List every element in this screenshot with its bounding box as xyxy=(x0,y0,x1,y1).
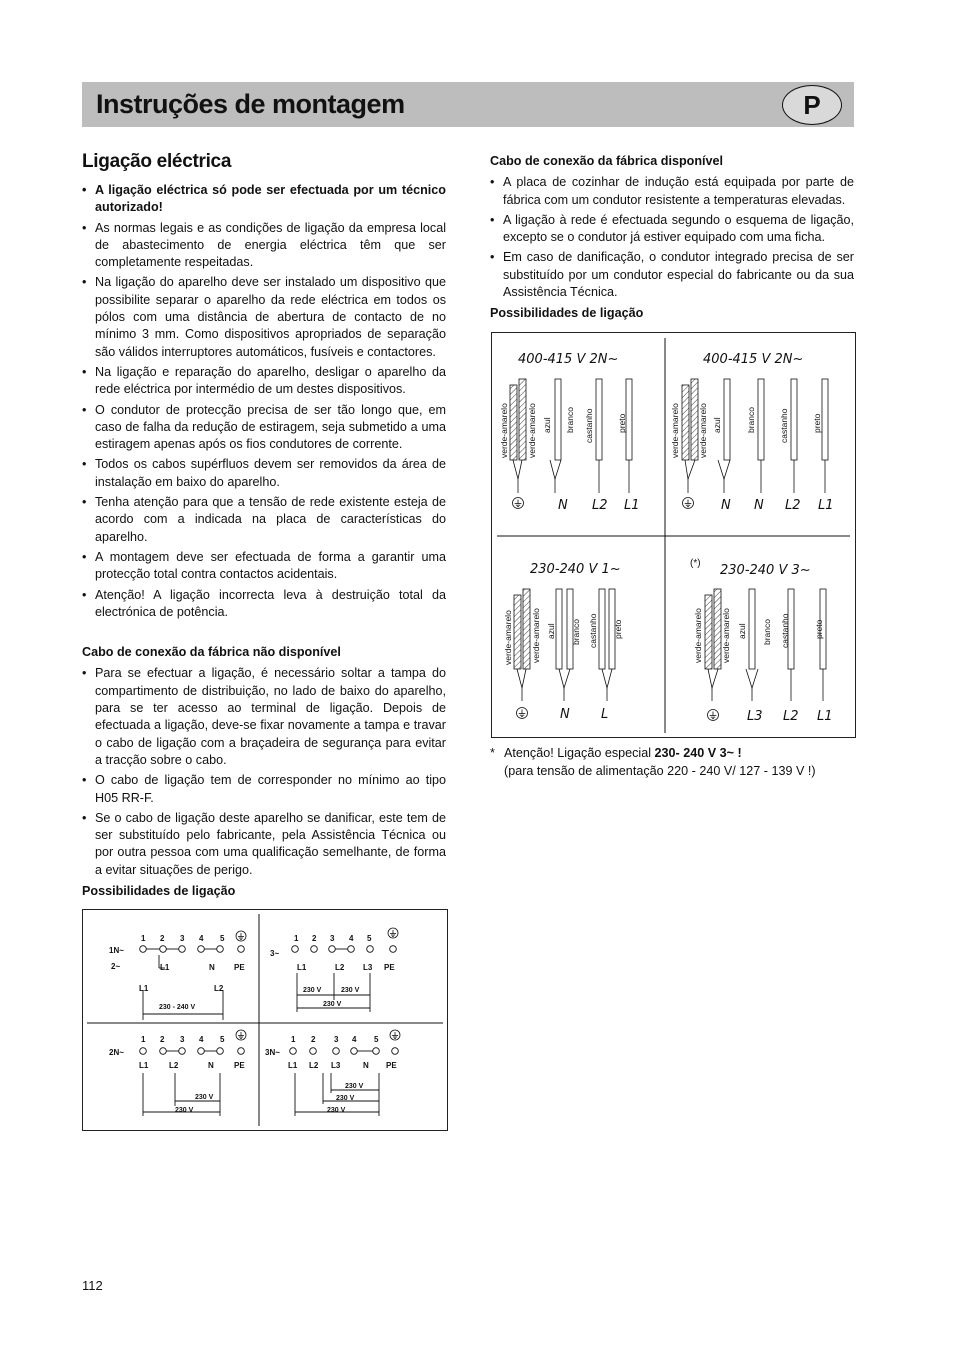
svg-text:PE: PE xyxy=(386,1061,397,1070)
svg-text:L: L xyxy=(601,707,609,722)
svg-text:4: 4 xyxy=(199,1035,204,1044)
language-badge: P xyxy=(782,85,842,125)
svg-text:1: 1 xyxy=(141,1035,146,1044)
svg-text:castanho: castanho xyxy=(588,613,598,648)
subsection-heading: Cabo de conexão da fábrica disponível xyxy=(490,154,724,168)
svg-text:L1: L1 xyxy=(139,1061,149,1070)
svg-text:L2: L2 xyxy=(309,1061,319,1070)
possibilities-heading: Possibilidades de ligação xyxy=(490,306,644,321)
svg-text:230 - 240 V: 230 - 240 V xyxy=(159,1004,196,1011)
list-item: • Se o cabo de ligação deste aparelho se danificar, este tem de ser substituído pelo fabricante, pela Assistência Técnica ou por outra pessoa com uma qualificação semelhante, de forma a evitar situações de perigo. xyxy=(82,810,446,879)
footnote-marker: * xyxy=(490,746,495,760)
possibilities-heading: Possibilidades de ligação xyxy=(82,883,236,898)
svg-text:L2: L2 xyxy=(783,709,799,724)
svg-text:preto: preto xyxy=(814,619,824,639)
list-item: • Atenção! A ligação incorrecta leva à destruição total da electrónica de potência. xyxy=(82,587,446,622)
svg-text:L2: L2 xyxy=(592,498,608,513)
svg-text:L1: L1 xyxy=(817,709,833,724)
list-item: • O condutor de protecção precisa de ser tão longo que, em caso de falha da redução de estiragem, seja submetido a uma estiragem apenas após os fios condutores de corrente. xyxy=(82,402,446,454)
list-item: • A montagem deve ser efectuada de forma a garantir uma protecção total contra contactos acidentais. xyxy=(82,549,446,584)
svg-text:400-415 V 2N~: 400-415 V 2N~ xyxy=(703,352,804,367)
svg-text:azul: azul xyxy=(546,623,556,639)
svg-text:branco: branco xyxy=(762,619,772,645)
list-item: • A placa de cozinhar de indução está equipada por parte de fábrica com um condutor resistente a temperaturas elevadas. xyxy=(490,174,854,209)
svg-text:5: 5 xyxy=(220,934,225,943)
svg-text:L2: L2 xyxy=(335,963,345,972)
cable-diagram xyxy=(491,332,856,738)
svg-text:400-415 V 2N~: 400-415 V 2N~ xyxy=(518,352,619,367)
svg-text:castanho: castanho xyxy=(779,408,789,443)
svg-text:L3: L3 xyxy=(747,709,763,724)
right-column xyxy=(490,153,854,327)
left-column xyxy=(82,150,446,904)
svg-text:verde-amarelo: verde-amarelo xyxy=(503,610,513,665)
svg-text:L2: L2 xyxy=(169,1061,179,1070)
list-item: • A ligação à rede é efectuada segundo o esquema de ligação, excepto se o condutor já estiver equipado com uma ficha. xyxy=(490,212,854,247)
cable-230v-3 xyxy=(690,558,833,724)
svg-text:branco: branco xyxy=(571,619,581,645)
svg-text:230-240 V 3~: 230-240 V 3~ xyxy=(720,563,811,578)
page-header xyxy=(82,82,854,127)
svg-text:PE: PE xyxy=(384,963,395,972)
svg-text:2~: 2~ xyxy=(111,962,121,971)
svg-text:2: 2 xyxy=(160,1035,165,1044)
svg-text:230 V: 230 V xyxy=(175,1107,194,1114)
svg-text:N: N xyxy=(209,963,215,972)
svg-text:1N~: 1N~ xyxy=(109,946,124,955)
terminal-1n-2 xyxy=(109,931,246,1020)
svg-text:branco: branco xyxy=(565,407,575,433)
note-line-1: Atenção! Ligação especial 230- 240 V 3~ ! xyxy=(504,746,742,760)
cable-230v-1 xyxy=(503,562,623,722)
svg-text:N: N xyxy=(208,1061,214,1070)
svg-text:branco: branco xyxy=(746,407,756,433)
svg-text:preto: preto xyxy=(613,619,623,639)
svg-text:N: N xyxy=(363,1061,369,1070)
svg-text:3: 3 xyxy=(330,934,335,943)
svg-text:L1: L1 xyxy=(139,984,149,993)
svg-text:3~: 3~ xyxy=(270,949,280,958)
terminal-diagram xyxy=(82,909,448,1131)
page-title: Instruções de montagem xyxy=(96,89,405,119)
svg-text:4: 4 xyxy=(352,1035,357,1044)
list-item: • Para se efectuar a ligação, é necessário soltar a tampa do compartimento de distribuição, no lado de baixo do aparelho, para se ter acesso ao terminal de ligação. Depois de efectuada a ligação, deve-se fixar novamente a tampa e travar o cabo de ligação com a braçadeira de segurança para evitar a tracção sobre o cabo. xyxy=(82,665,446,769)
svg-text:N: N xyxy=(558,498,568,513)
svg-text:L2: L2 xyxy=(214,984,224,993)
svg-text:2: 2 xyxy=(312,934,317,943)
svg-text:4: 4 xyxy=(199,934,204,943)
list-item: • Tenha atenção para que a tensão de rede existente esteja de acordo com a indicada na placa de características do aparelho. xyxy=(82,494,446,546)
subsection-heading: Cabo de conexão da fábrica não disponível xyxy=(82,645,341,660)
svg-text:230-240 V 1~: 230-240 V 1~ xyxy=(530,562,621,577)
svg-text:PE: PE xyxy=(234,1061,245,1070)
list-item: • Todos os cabos supérfluos devem ser removidos da área de instalação em baixo do aparelho. xyxy=(82,456,446,491)
svg-text:azul: azul xyxy=(712,417,722,433)
list-item: • Em caso de danificação, o condutor integrado precisa de ser substituído por um condutor especial do fabricante ou da sua Assistência Técnica. xyxy=(490,249,854,301)
terminal-3 xyxy=(270,928,398,1012)
svg-text:5: 5 xyxy=(367,934,372,943)
svg-text:L2: L2 xyxy=(785,498,801,513)
section-heading: Ligação eléctrica xyxy=(82,151,232,172)
svg-text:L1: L1 xyxy=(160,963,170,972)
list-item: • O cabo de ligação tem de corresponder no mínimo ao tipo H05 RR-F. xyxy=(82,772,446,807)
svg-text:5: 5 xyxy=(220,1035,225,1044)
svg-text:3: 3 xyxy=(334,1035,339,1044)
svg-text:1: 1 xyxy=(291,1035,296,1044)
list-item: • A ligação eléctrica só pode ser efectuada por um técnico autorizado! xyxy=(82,182,446,217)
cable-400v-2n-b xyxy=(670,352,834,513)
svg-text:4: 4 xyxy=(349,934,354,943)
svg-text:preto: preto xyxy=(617,413,627,433)
note-line-2: (para tensão de alimentação 220 - 240 V/ 127 - 139 V !) xyxy=(504,763,816,778)
svg-text:castanho: castanho xyxy=(780,613,790,648)
svg-text:2N~: 2N~ xyxy=(109,1048,124,1057)
svg-text:2: 2 xyxy=(160,934,165,943)
svg-text:230 V: 230 V xyxy=(336,1095,355,1102)
safety-list xyxy=(82,182,446,621)
svg-text:azul: azul xyxy=(737,623,747,639)
cable-400v-2n-a xyxy=(499,352,640,513)
svg-text:verde-amarelo: verde-amarelo xyxy=(527,403,537,458)
list-item: • Na ligação do aparelho deve ser instalado um dispositivo que possibilite separar o aparelho da rede eléctrica em todos os pólos com uma distância de abertura de contacto de no mínimo 3 mm. Como dispositivos apropriados de separação são válidos interruptores automáticos, fusíveis e contactores. xyxy=(82,274,446,360)
svg-text:castanho: castanho xyxy=(584,408,594,443)
list-item: • As normas legais e as condições de ligação da empresa local de abastecimento de energia eléctrica têm que ser completamente respeitadas. xyxy=(82,220,446,272)
svg-text:L1: L1 xyxy=(818,498,834,513)
svg-text:azul: azul xyxy=(542,417,552,433)
svg-text:verde-amarelo: verde-amarelo xyxy=(721,608,731,663)
svg-text:1: 1 xyxy=(294,934,299,943)
factory-cable-list xyxy=(490,174,854,301)
svg-text:N: N xyxy=(754,498,764,513)
svg-text:verde-amarelo: verde-amarelo xyxy=(698,403,708,458)
svg-text:3: 3 xyxy=(180,934,185,943)
svg-text:2: 2 xyxy=(311,1035,316,1044)
svg-text:PE: PE xyxy=(234,963,245,972)
svg-text:230 V: 230 V xyxy=(323,1001,342,1008)
svg-text:1: 1 xyxy=(141,934,146,943)
terminal-2n xyxy=(109,1030,246,1116)
cable-list xyxy=(82,665,446,879)
list-item: • Na ligação e reparação do aparelho, desligar o aparelho da rede eléctrica por intermédio de um destes dispositivos. xyxy=(82,364,446,399)
terminal-3n xyxy=(265,1030,400,1116)
svg-text:230 V: 230 V xyxy=(345,1083,364,1090)
svg-text:5: 5 xyxy=(374,1035,379,1044)
svg-text:verde-amarelo: verde-amarelo xyxy=(531,608,541,663)
page-number: 112 xyxy=(82,1278,103,1293)
svg-text:L1: L1 xyxy=(288,1061,298,1070)
svg-text:verde-amarelo: verde-amarelo xyxy=(499,403,509,458)
svg-text:230 V: 230 V xyxy=(327,1107,346,1114)
svg-text:3N~: 3N~ xyxy=(265,1048,280,1057)
svg-text:N: N xyxy=(560,707,570,722)
svg-text:L3: L3 xyxy=(363,963,373,972)
svg-text:N: N xyxy=(721,498,731,513)
svg-text:230 V: 230 V xyxy=(341,987,360,994)
svg-text:3: 3 xyxy=(180,1035,185,1044)
svg-text:L3: L3 xyxy=(331,1061,341,1070)
svg-text:230 V: 230 V xyxy=(195,1094,214,1101)
svg-text:(*): (*) xyxy=(690,558,701,569)
svg-text:230 V: 230 V xyxy=(303,987,322,994)
svg-text:verde-amarelo: verde-amarelo xyxy=(670,403,680,458)
svg-text:preto: preto xyxy=(812,413,822,433)
svg-text:verde-amarelo: verde-amarelo xyxy=(693,608,703,663)
svg-text:L1: L1 xyxy=(297,963,307,972)
svg-text:L1: L1 xyxy=(624,498,640,513)
